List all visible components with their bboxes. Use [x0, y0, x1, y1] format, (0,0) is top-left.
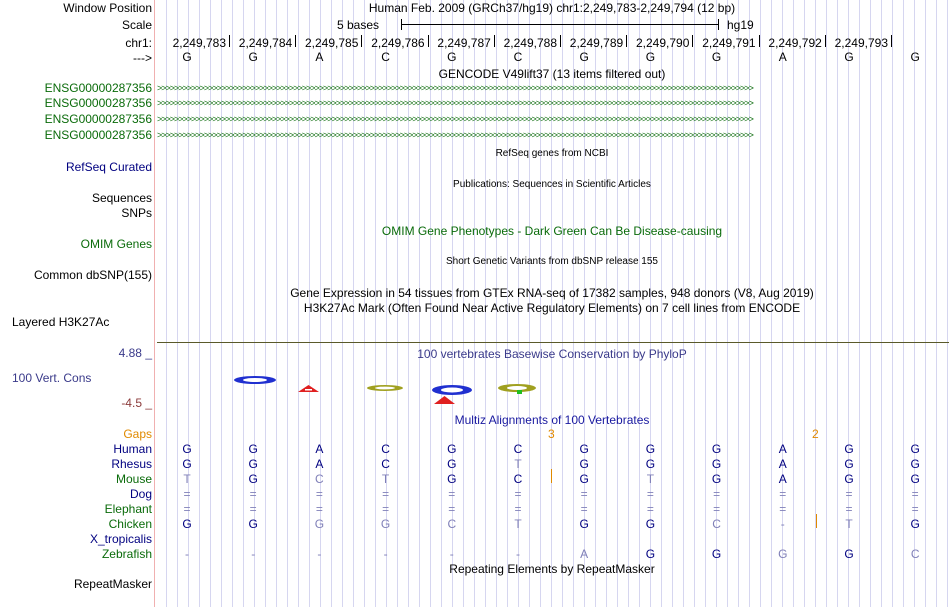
aligned-base: T — [183, 472, 191, 486]
aligned-base: C — [315, 472, 324, 486]
logo-g-1 — [234, 376, 276, 384]
reference-base: G — [182, 50, 192, 64]
cons-label[interactable]: 100 Vert. Cons — [12, 371, 92, 385]
gencode-item-label[interactable]: ENSG00000287356 — [44, 81, 152, 95]
aligned-base: = — [911, 487, 919, 501]
ruler-coord: 2,249,789 — [569, 36, 624, 50]
aligned-base: G — [579, 442, 589, 456]
position-text: Human Feb. 2009 (GRCh37/hg19) chr1:2,249,783-2,249,794 (12 bp) — [368, 1, 736, 15]
aligned-base: G — [447, 442, 457, 456]
aligned-base: G — [579, 517, 589, 531]
insertion-mark — [816, 514, 817, 528]
aligned-base: - — [516, 547, 520, 561]
track-labels — [0, 0, 154, 607]
reference-base: G — [645, 50, 656, 64]
species-label: Rhesus — [111, 457, 152, 471]
aligned-base: = — [249, 502, 257, 516]
aligned-base: G — [579, 457, 589, 471]
species-label: Zebrafish — [101, 547, 152, 561]
aligned-base: C — [712, 517, 721, 531]
reference-base: C — [513, 50, 523, 64]
ruler-coord: 2,249,786 — [371, 36, 425, 50]
reference-base: C — [381, 50, 390, 64]
aligned-base: C — [513, 442, 523, 456]
aligned-base: = — [646, 502, 654, 516]
aligned-base: = — [646, 487, 654, 501]
scale-bar-left-tick — [401, 19, 402, 30]
aligned-base: G — [447, 472, 457, 486]
scale-label: Scale — [121, 18, 152, 32]
ruler-coord: 2,249,785 — [305, 36, 359, 50]
aligned-base: G — [579, 472, 589, 486]
species-label: Mouse — [115, 472, 152, 486]
aligned-base: A — [778, 457, 787, 471]
ruler-coord: 2,249,784 — [238, 36, 293, 50]
aligned-base: C — [447, 517, 457, 531]
strand-label: ---> — [133, 51, 152, 65]
species-label: Elephant — [104, 502, 152, 516]
aligned-base: G — [248, 457, 258, 471]
aligned-base: = — [514, 487, 522, 501]
aligned-base: = — [315, 487, 323, 501]
ruler-tick — [891, 35, 892, 47]
aligned-base: T — [514, 517, 522, 531]
aligned-base: G — [182, 442, 192, 456]
aligned-base: = — [911, 502, 919, 516]
aligned-base: G — [645, 457, 656, 471]
aligned-base: = — [779, 487, 787, 501]
aligned-base: - — [780, 517, 785, 531]
aligned-base: G — [844, 457, 854, 471]
scale-bar-right-tick — [718, 19, 719, 30]
gene-feature-line[interactable]: >>>>>>>>>>>>>>>>>>>>>>>>>>>>>>>>>>>>>>>>>>>>>>>>>>>>>>>>>>>>>>>>>>>>>>>>>>>>>>>>>>>>>>>>>>>>>>>>>>>>>>>>>>>>>>>>>>>>>>>>>>>>>>>>>>>>>>>>>>>> — [157, 83, 753, 93]
aligned-base: A — [315, 442, 324, 456]
repeatmasker-title: Repeating Elements by RepeatMasker — [449, 562, 655, 576]
aligned-base: G — [910, 442, 920, 456]
aligned-base: = — [448, 502, 456, 516]
aligned-base: A — [315, 457, 324, 471]
aligned-base: T — [646, 472, 655, 486]
aligned-base: G — [910, 472, 920, 486]
gencode-title: GENCODE V49lift37 (13 items filtered out) — [438, 67, 666, 81]
species-label: Chicken — [108, 517, 152, 531]
scale-text: 5 bases — [337, 18, 380, 32]
h3k27ac-signal-line — [157, 342, 949, 343]
gene-feature-line[interactable]: >>>>>>>>>>>>>>>>>>>>>>>>>>>>>>>>>>>>>>>>>>>>>>>>>>>>>>>>>>>>>>>>>>>>>>>>>>>>>>>>>>>>>>>>>>>>>>>>>>>>>>>>>>>>>>>>>>>>>>>>>>>>>>>>>>>>>>>>>>>> — [157, 130, 753, 140]
dbsnp-label[interactable]: Common dbSNP(155) — [33, 268, 152, 282]
assembly-label: hg19 — [727, 18, 754, 32]
aligned-base: = — [382, 502, 390, 516]
aligned-base: G — [844, 472, 854, 486]
aligned-base: G — [248, 472, 258, 486]
reference-base: G — [910, 50, 920, 64]
aligned-base: = — [580, 502, 588, 516]
cons-max-label: 4.88 _ — [118, 346, 152, 360]
omim-title: OMIM Gene Phenotypes - Dark Green Can Be Disease-causing — [381, 224, 723, 238]
reference-base: G — [579, 50, 589, 64]
gene-feature-line[interactable]: >>>>>>>>>>>>>>>>>>>>>>>>>>>>>>>>>>>>>>>>>>>>>>>>>>>>>>>>>>>>>>>>>>>>>>>>>>>>>>>>>>>>>>>>>>>>>>>>>>>>>>>>>>>>>>>>>>>>>>>>>>>>>>>>>>>>>>>>>>>> — [157, 98, 753, 108]
gtex-title: Gene Expression in 54 tissues from GTEx RNA-seq of 17382 samples, 948 donors (V8, Aug 2019) — [290, 286, 814, 300]
aligned-base: C — [910, 547, 920, 561]
aligned-base: G — [182, 457, 192, 471]
aligned-base: A — [778, 472, 787, 486]
refseq-label[interactable]: RefSeq Curated — [65, 160, 152, 174]
reference-base: G — [844, 50, 854, 64]
aligned-base: = — [779, 502, 787, 516]
repeatmasker-label[interactable]: RepeatMasker — [73, 577, 152, 591]
ruler-coord: 2,249,793 — [834, 36, 888, 50]
aligned-base: G — [645, 517, 656, 531]
aligned-base: G — [711, 472, 722, 486]
aligned-base: G — [711, 547, 722, 561]
aligned-base: A — [580, 547, 589, 561]
multiz-title: Multiz Alignments of 100 Vertebrates — [454, 413, 650, 427]
aligned-base: = — [713, 487, 721, 501]
reference-base: A — [778, 50, 787, 64]
gap-mark: 3 — [548, 427, 555, 441]
snps-label[interactable]: SNPs — [121, 206, 152, 220]
conservation-logo — [155, 370, 950, 406]
aligned-base: = — [315, 502, 323, 516]
aligned-base: = — [514, 502, 522, 516]
aligned-base: G — [711, 457, 722, 471]
species-label: Dog — [129, 487, 152, 501]
aligned-base: = — [448, 487, 456, 501]
chrom-label: chr1: — [125, 36, 152, 50]
aligned-base: T — [845, 517, 853, 531]
aligned-base: G — [645, 547, 656, 561]
aligned-base: G — [910, 517, 920, 531]
window-position-label: Window Position — [63, 1, 152, 15]
aligned-base: = — [249, 487, 257, 501]
aligned-base: - — [185, 547, 189, 561]
aligned-base: = — [845, 502, 853, 516]
ruler-coord: 2,249,783 — [172, 36, 226, 50]
gencode-item-label[interactable]: ENSG00000287356 — [44, 96, 152, 110]
aligned-base: G — [314, 517, 325, 531]
aligned-base: T — [514, 457, 522, 471]
aligned-base: - — [317, 547, 322, 561]
aligned-base: - — [449, 547, 454, 561]
aligned-base: T — [381, 472, 390, 486]
gene-feature-line[interactable]: >>>>>>>>>>>>>>>>>>>>>>>>>>>>>>>>>>>>>>>>>>>>>>>>>>>>>>>>>>>>>>>>>>>>>>>>>>>>>>>>>>>>>>>>>>>>>>>>>>>>>>>>>>>>>>>>>>>>>>>>>>>>>>>>>>>>>>>>>>>> — [157, 114, 753, 124]
aligned-base: G — [711, 442, 722, 456]
aligned-base: C — [381, 442, 390, 456]
aligned-base: = — [580, 487, 588, 501]
logo-c-1 — [367, 385, 403, 391]
aligned-base: C — [381, 457, 390, 471]
aligned-base: = — [183, 502, 191, 516]
ruler-coord: 2,249,790 — [636, 36, 690, 50]
reference-base: G — [711, 50, 722, 64]
dbsnp-title: Short Genetic Variants from dbSNP release 155 — [446, 256, 658, 267]
logo-a-1 — [298, 385, 319, 392]
gap-mark: 2 — [812, 427, 819, 441]
species-label: Human — [113, 442, 152, 456]
insertion-mark — [551, 469, 552, 483]
aligned-base: G — [182, 517, 192, 531]
logo-g-2 — [432, 385, 472, 404]
species-label: X_tropicalis — [89, 532, 152, 546]
label-separator — [154, 0, 155, 607]
aligned-base: = — [382, 487, 390, 501]
aligned-base: G — [645, 442, 656, 456]
aligned-base: G — [380, 517, 391, 531]
aligned-base: G — [248, 442, 258, 456]
publications-title: Publications: Sequences in Scientific Articles — [453, 179, 651, 190]
h3k27ac-label[interactable]: Layered H3K27Ac — [12, 315, 110, 329]
sequences-label[interactable]: Sequences — [91, 191, 152, 205]
aligned-base: G — [844, 442, 854, 456]
ruler-coord: 2,249,792 — [768, 36, 822, 50]
cons-min-label: -4.5 _ — [121, 396, 152, 410]
h3k27ac-title: H3K27Ac Mark (Often Found Near Active Regulatory Elements) on 7 cell lines from ENCODE — [303, 301, 801, 315]
aligned-base: G — [778, 547, 788, 561]
aligned-base: G — [248, 517, 258, 531]
scale-bar — [401, 24, 718, 25]
gaps-label: Gaps — [123, 427, 152, 441]
aligned-base: A — [778, 442, 787, 456]
aligned-base: G — [447, 457, 457, 471]
cons-title: 100 vertebrates Basewise Conservation by PhyloP — [417, 347, 687, 361]
aligned-base: G — [910, 457, 920, 471]
aligned-base: G — [844, 547, 854, 561]
ruler-coord: 2,249,788 — [503, 36, 557, 50]
aligned-base: C — [513, 472, 523, 486]
aligned-base: - — [251, 547, 256, 561]
omim-label[interactable]: OMIM Genes — [80, 237, 152, 251]
reference-base: A — [315, 50, 324, 64]
aligned-base: - — [383, 547, 388, 561]
ruler-coord: 2,249,787 — [437, 36, 491, 50]
gencode-item-label[interactable]: ENSG00000287356 — [44, 112, 152, 126]
reference-base: G — [248, 50, 258, 64]
ruler-coord: 2,249,791 — [702, 36, 756, 50]
aligned-base: = — [713, 502, 721, 516]
refseq-title: RefSeq genes from NCBI — [495, 148, 609, 159]
gencode-item-label[interactable]: ENSG00000287356 — [44, 128, 152, 142]
reference-base: G — [447, 50, 457, 64]
aligned-base: = — [845, 487, 853, 501]
logo-c-2 — [498, 384, 536, 394]
aligned-base: = — [183, 487, 191, 501]
